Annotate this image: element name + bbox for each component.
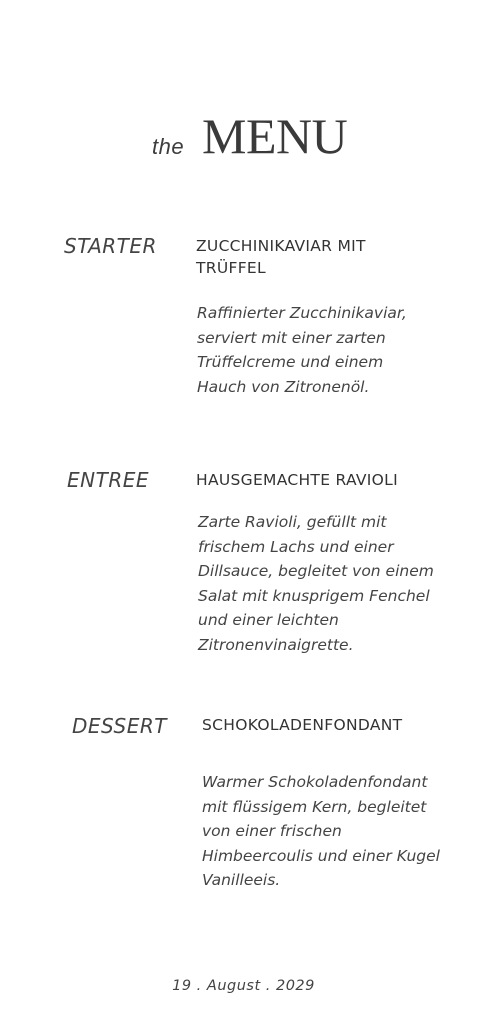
dish-description-entree: Zarte Ravioli, gefüllt mit frischem Lachs und einer Dillsauce, begleitet von einem Salat mit knusprigem Fenchel und einer leichten Zitronenvinaigrette. — [198, 513, 434, 654]
dish-description-dessert: Warmer Schokoladenfondant mit flüssigem Kern, begleitet von einer frischen Himbeercoulis und einer Kugel Vanilleeis. — [202, 773, 440, 889]
course-label-entree: ENTREE — [67, 468, 149, 492]
dish-title-starter: ZUCCHINIKAVIAR MIT TRÜFFEL — [196, 237, 366, 277]
course-label-dessert: DESSERT — [72, 714, 167, 738]
event-date: 19 . August . 2029 — [172, 978, 315, 994]
course-label-starter: STARTER — [64, 234, 157, 258]
dish-description-starter: Raffinierter Zucchinikaviar, serviert mit einer zarten Trüffelcreme und einem Hauch von Zitronenöl. — [197, 304, 407, 396]
menu-header — [0, 108, 487, 168]
dish-title-entree: HAUSGEMACHTE RAVIOLI — [196, 471, 398, 489]
menu-title: MENU — [202, 108, 348, 164]
dish-title-dessert: SCHOKOLADENFONDANT — [202, 716, 403, 734]
menu-title-prefix: the — [152, 134, 185, 159]
